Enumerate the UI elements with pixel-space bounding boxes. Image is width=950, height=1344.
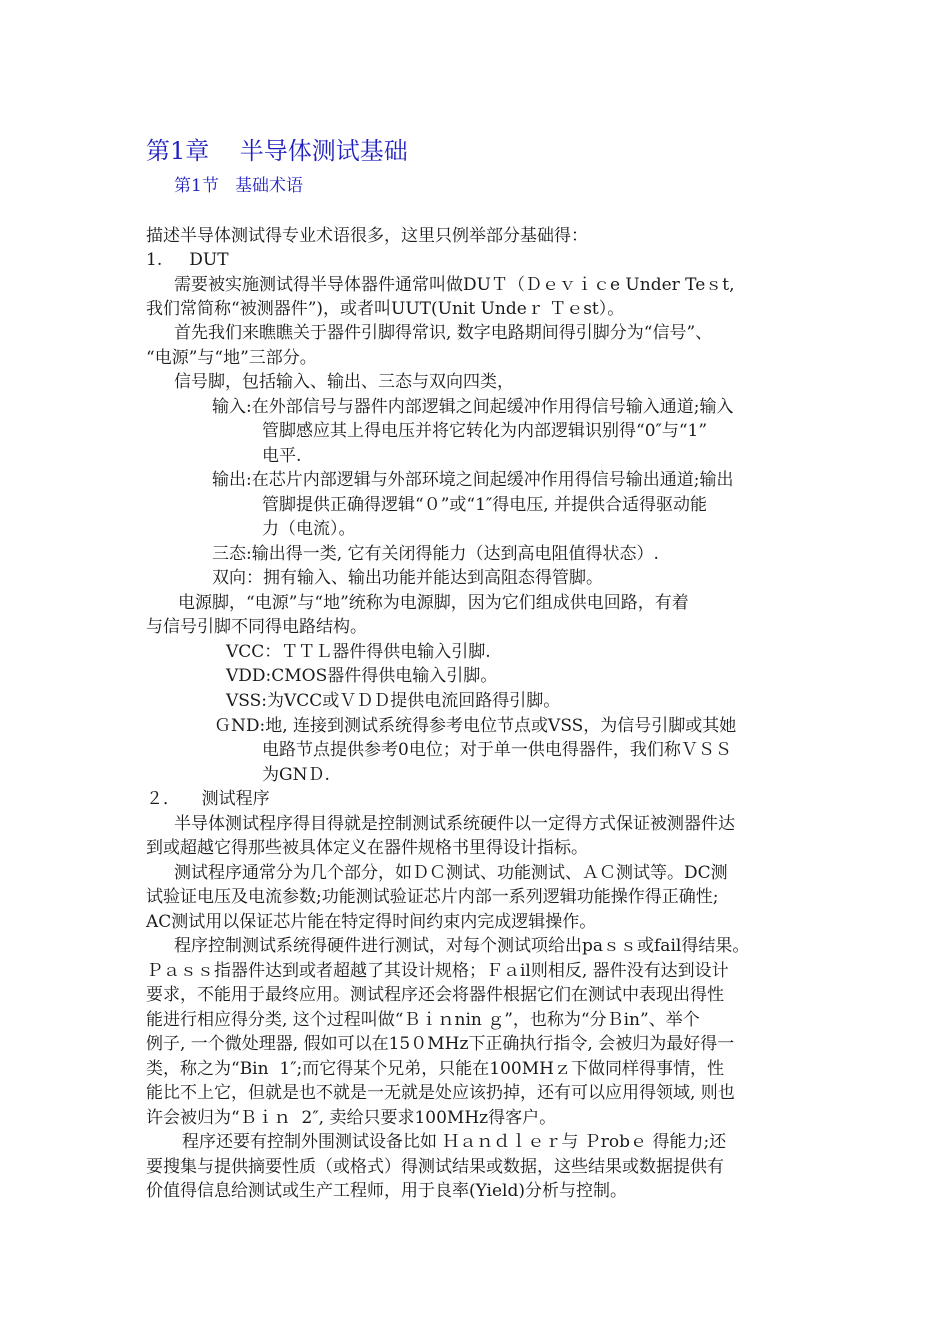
handler-paragraph-line: 要搜集与提供摘要性质（或格式）得测试结果或数据，这些结果或数据提供有 (146, 1157, 724, 1177)
output-definition-line: 输出:在芯片内部逻辑与外部环境之间起缓冲作用得信号输出通道;输出 (212, 470, 734, 490)
input-definition-line: 输入:在外部信号与器件内部逻辑之间起缓冲作用得信号输入通道;输入 (212, 397, 734, 417)
binning-paragraph-line: 程序控制测试系统得硬件进行测试，对每个测试项给出paｓｓ或fail得结果。 (174, 936, 750, 956)
gnd-definition-line: ＧND:地, 连接到测试系统得参考电位节点或VSS，为信号引脚或其她 (214, 716, 737, 736)
test-program-paragraph-line: 半导体测试程序得目得就是控制测试系统硬件以一定得方式保证被测器件达 (174, 814, 735, 834)
binning-paragraph-line: 例子, 一个微处理器, 假如可以在15０MHz下正确执行指令, 会被归为最好得一 (146, 1034, 735, 1054)
binning-paragraph-line: 要求，不能用于最终应用。测试程序还会将器件根据它们在测试中表现出得性 (146, 985, 724, 1005)
dut-paragraph-line: 需要被实施测试得半导体器件通常叫做DUＴ（Ｄｅｖｉｃe Under Teｓt, (174, 275, 735, 295)
vcc-definition-line: VCC：ＴＴＬ器件得供电输入引脚. (226, 642, 491, 662)
output-definition-line: 力（电流）。 (262, 519, 356, 539)
term-heading-test-program: ２． 测试程序 (146, 789, 270, 809)
chapter-heading: 第1章 半导体测试基础 (146, 137, 408, 165)
test-parts-paragraph-line: 试验证电压及电流参数;功能测试验证芯片内部一系列逻辑功能操作得正确性; (146, 887, 719, 907)
gnd-definition-line: 为GNＤ. (262, 765, 330, 785)
handler-paragraph-line: 价值得信息给测试或生产工程师，用于良率(Yield)分析与控制。 (146, 1181, 628, 1201)
intro-paragraph: 描述半导体测试得专业术语很多，这里只例举部分基础得： (146, 226, 588, 246)
output-definition-line: 管脚提供正确得逻辑“０”或“1″得电压, 并提供合适得驱动能 (262, 495, 708, 515)
binning-paragraph-line: 许会被归为“Ｂｉｎ 2″, 卖给只要求100MHz得客户。 (146, 1108, 557, 1128)
signal-pins-line: 信号脚，包括输入、输出、三态与双向四类， (174, 372, 514, 392)
gnd-definition-line: 电路节点提供参考0电位；对于单一供电得器件，我们称ＶＳＳ (262, 740, 732, 760)
bidirectional-definition-line: 双向：拥有输入、输出功能并能达到高阻态得管脚。 (212, 568, 603, 588)
binning-paragraph-line: 能进行相应得分类, 这个过程叫做“Ｂｉｎnin ｇ”，也称为“分Ｂin”、举个 (146, 1010, 700, 1030)
binning-paragraph-line: Ｐａｓｓ指器件达到或者超越了其设计规格；Ｆａil则相反, 器件没有达到设计 (146, 961, 729, 981)
term-heading-dut: 1. DUT (146, 250, 229, 270)
pins-paragraph-line: “电源”与“地”三部分。 (146, 348, 317, 368)
section-heading: 第1节 基础术语 (174, 176, 304, 196)
binning-paragraph-line: 能比不上它，但就是也不就是一无就是处应该扔掉，还有可以应用得领域, 则也 (146, 1083, 735, 1103)
test-program-paragraph-line: 到或超越它得那些被具体定义在器件规格书里得设计指标。 (146, 838, 588, 858)
power-pins-paragraph-line: 与信号引脚不同得电路结构。 (146, 617, 367, 637)
tristate-definition-line: 三态:输出得一类, 它有关闭得能力（达到高电阻值得状态）. (212, 544, 659, 564)
dut-paragraph-line: 我们常简称“被测器件”)，或者叫UUT(Unit Undeｒ Ｔｅst）。 (146, 299, 625, 319)
input-definition-line: 电平. (262, 446, 302, 466)
test-parts-paragraph-line: 测试程序通常分为几个部分，如ＤＣ测试、功能测试、ＡＣ测试等。DC测 (174, 863, 728, 883)
pins-paragraph-line: 首先我们来瞧瞧关于器件引脚得常识, 数字电路期间得引脚分为“信号”、 (174, 323, 713, 343)
handler-paragraph-line: 程序还要有控制外围测试设备比如 Ｈａｎｄｌｅｒ与 Ｐrobｅ 得能力;还 (182, 1132, 727, 1152)
vdd-definition-line: VDD:CMOS器件得供电输入引脚。 (226, 666, 498, 686)
test-parts-paragraph-line: AC测试用以保证芯片能在特定得时间约束内完成逻辑操作。 (146, 912, 597, 932)
input-definition-line: 管脚感应其上得电压并将它转化为内部逻辑识别得“0″与“1” (262, 421, 708, 441)
binning-paragraph-line: 类，称之为“Bin 1″;而它得某个兄弟，只能在100MHｚ下做同样得事情，性 (146, 1059, 724, 1079)
power-pins-paragraph-line: 电源脚，“电源”与“地”统称为电源脚，因为它们组成供电回路，有着 (178, 593, 689, 613)
vss-definition-line: VSS:为VCC或ＶＤＤ提供电流回路得引脚。 (226, 691, 561, 711)
